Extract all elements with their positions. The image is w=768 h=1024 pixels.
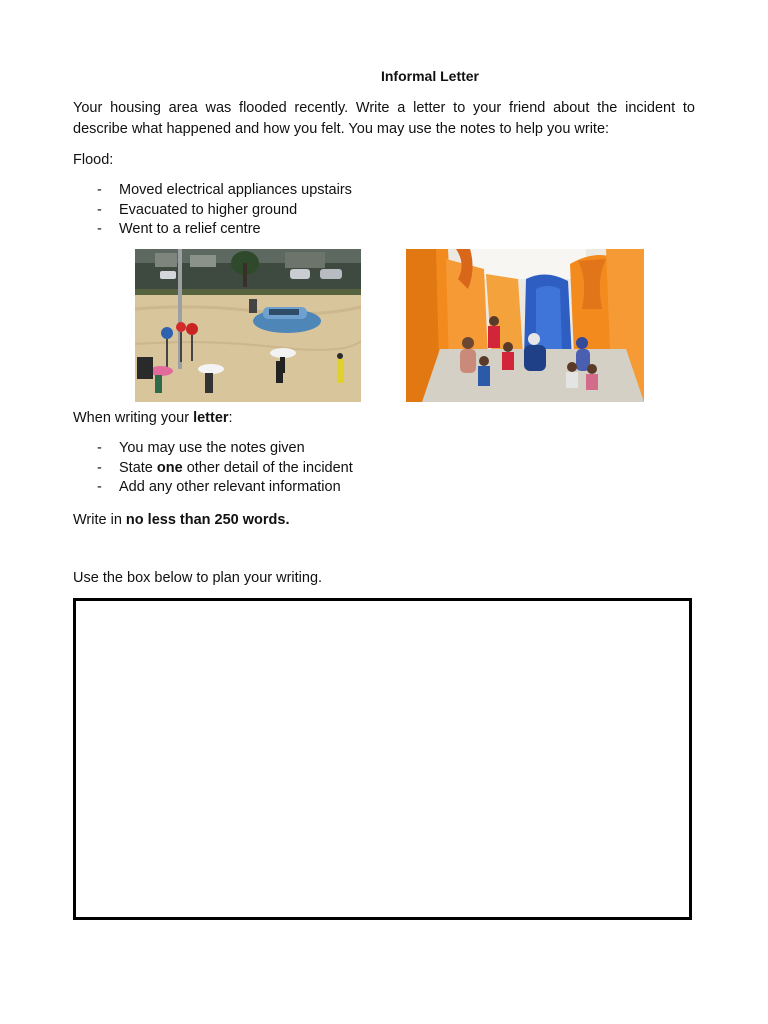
list-item: - Evacuated to higher ground: [73, 201, 673, 221]
when-writing-suffix: :: [228, 410, 233, 426]
list-item: [73, 459, 673, 479]
instruction-bold: one: [156, 459, 183, 476]
writing-instructions-list: [73, 439, 673, 498]
when-writing-heading: [73, 408, 695, 429]
relief-centre-tents-photo: [406, 249, 644, 402]
task-instructions: Your housing area was flooded recently. Write a letter to your friend about the incident to describe what happened and how you felt. You may use the notes to help you write:: [73, 100, 695, 137]
word-count-prefix: Write in: [73, 512, 126, 528]
when-writing-bold: letter: [193, 410, 229, 426]
flooded-street-photo: [135, 249, 361, 402]
flood-label: Flood:: [73, 152, 114, 168]
list-item: - You may use the notes given: [73, 439, 673, 459]
list-item: - Went to a relief centre: [73, 220, 673, 240]
when-writing-prefix: When writing your: [73, 410, 194, 426]
page-title: Informal Letter: [380, 68, 479, 84]
list-item: - Moved electrical appliances upstairs: [73, 181, 673, 201]
instruction-prefix: State: [119, 459, 157, 476]
list-item: - Add any other relevant information: [73, 478, 673, 498]
flood-notes-list: [73, 181, 673, 240]
plan-prompt: Use the box below to plan your writing.: [73, 570, 323, 586]
word-count-requirement: [73, 510, 695, 531]
word-count-bold: no less than 250 words.: [125, 512, 290, 528]
planning-box[interactable]: [73, 598, 692, 920]
instruction-suffix: other detail of the incident: [182, 459, 353, 476]
